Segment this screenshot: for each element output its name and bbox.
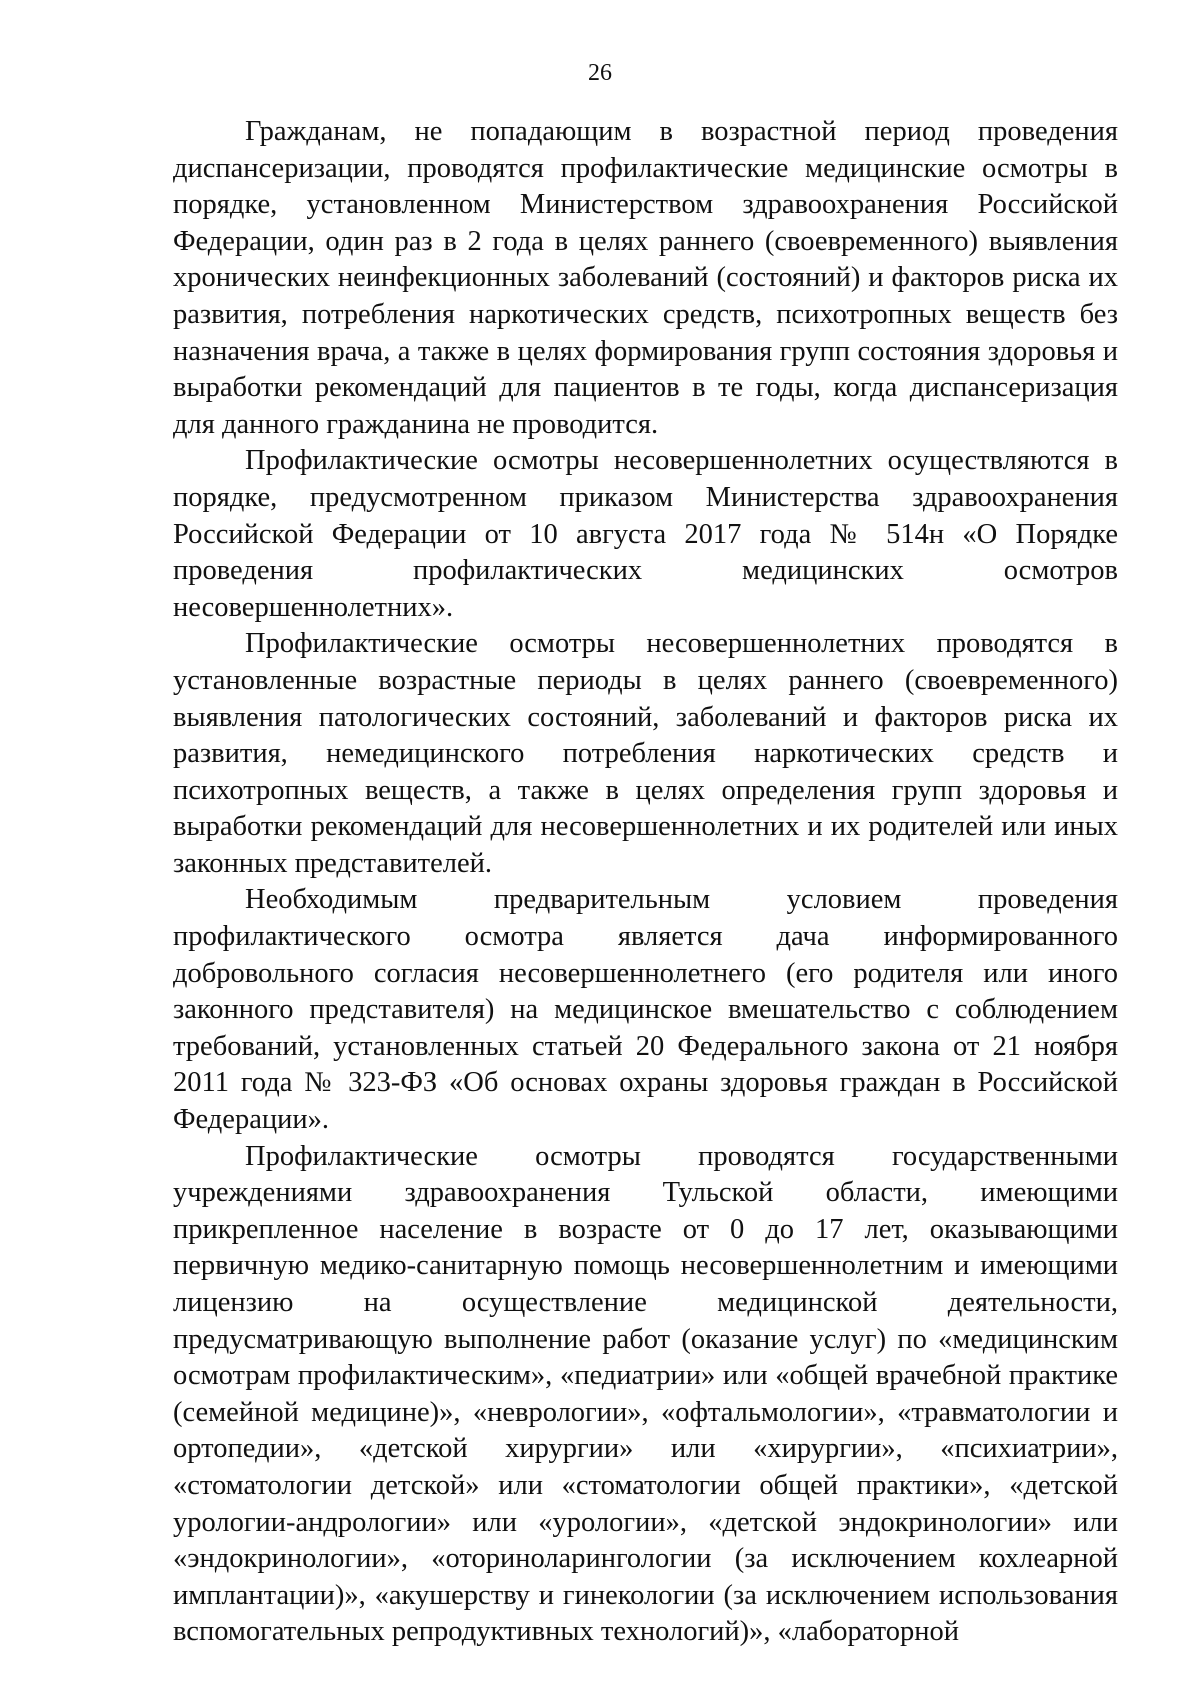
- paragraph-5: Профилактические осмотры проводятся государственными учреждениями здравоохранения Тульской области, имеющими прикрепленное население в возрасте от 0 до 17 лет, оказывающими первичную медико-санитарную помощь несовершеннолетним и имеющими лицензию на осуществление медицинской деятельности, предусматривающую выполнение работ (оказание услуг) по «медицинским осмотрам профилактическим», «педиатрии» или «общей врачебной практике (семейной медицине)», «неврологии», «офтальмологии», «травматологии и ортопедии», «детской хирургии» или «хирургии», «психиатрии», «стоматологии детской» или «стоматологии общей практики», «детской урологии-андрологии» или «урологии», «детской эндокринологии» или «эндокринологии», «оториноларингологии (за исключением кохлеарной имплантации)», «акушерству и гинекологии (за исключением использования вспомогательных репродуктивных технологий)», «лабораторной: [173, 1140, 1118, 1648]
- paragraph-2: Профилактические осмотры несовершеннолетних осуществляются в порядке, предусмотренном приказом Министерства здравоохранения Российской Федерации от 10 августа 2017 года № 514н «О Порядке проведения профилактических медицинских осмотров несовершеннолетних».: [173, 445, 1118, 623]
- page-number: 26: [588, 60, 612, 86]
- paragraph-3: Профилактические осмотры несовершеннолетних проводятся в установленные возрастные периоды в целях раннего (своевременного) выявления патологических состояний, заболеваний и факторов риска их развития, немедицинского потребления наркотических средств и психотропных веществ, а также в целях определения групп здоровья и выработки рекомендаций для несовершеннолетних и их родителей или иных законных представителей.: [173, 628, 1118, 879]
- paragraph-4: Необходимым предварительным условием проведения профилактического осмотра является дача информированного добровольного согласия несовершеннолетнего (его родителя или иного законного представителя) на медицинское вмешательство с соблюдением требований, установленных статьей 20 Федерального закона от 21 ноября 2011 года № 323-ФЗ «Об основах охраны здоровья граждан в Российской Федерации».: [173, 884, 1118, 1136]
- paragraph-1: Гражданам, не попадающим в возрастной период проведения диспансеризации, проводятся профилактические медицинские осмотры в порядке, установленном Министерством здравоохранения Российской Федерации, один раз в 2 года в целях раннего (своевременного) выявления хронических неинфекционных заболеваний (состояний) и факторов риска их развития, потребления наркотических средств, психотропных веществ без назначения врача, а также в целях формирования групп состояния здоровья и выработки рекомендаций для пациентов в те годы, когда диспансеризация для данного гражданина не проводится.: [173, 116, 1118, 440]
- document-body: [173, 114, 1118, 1651]
